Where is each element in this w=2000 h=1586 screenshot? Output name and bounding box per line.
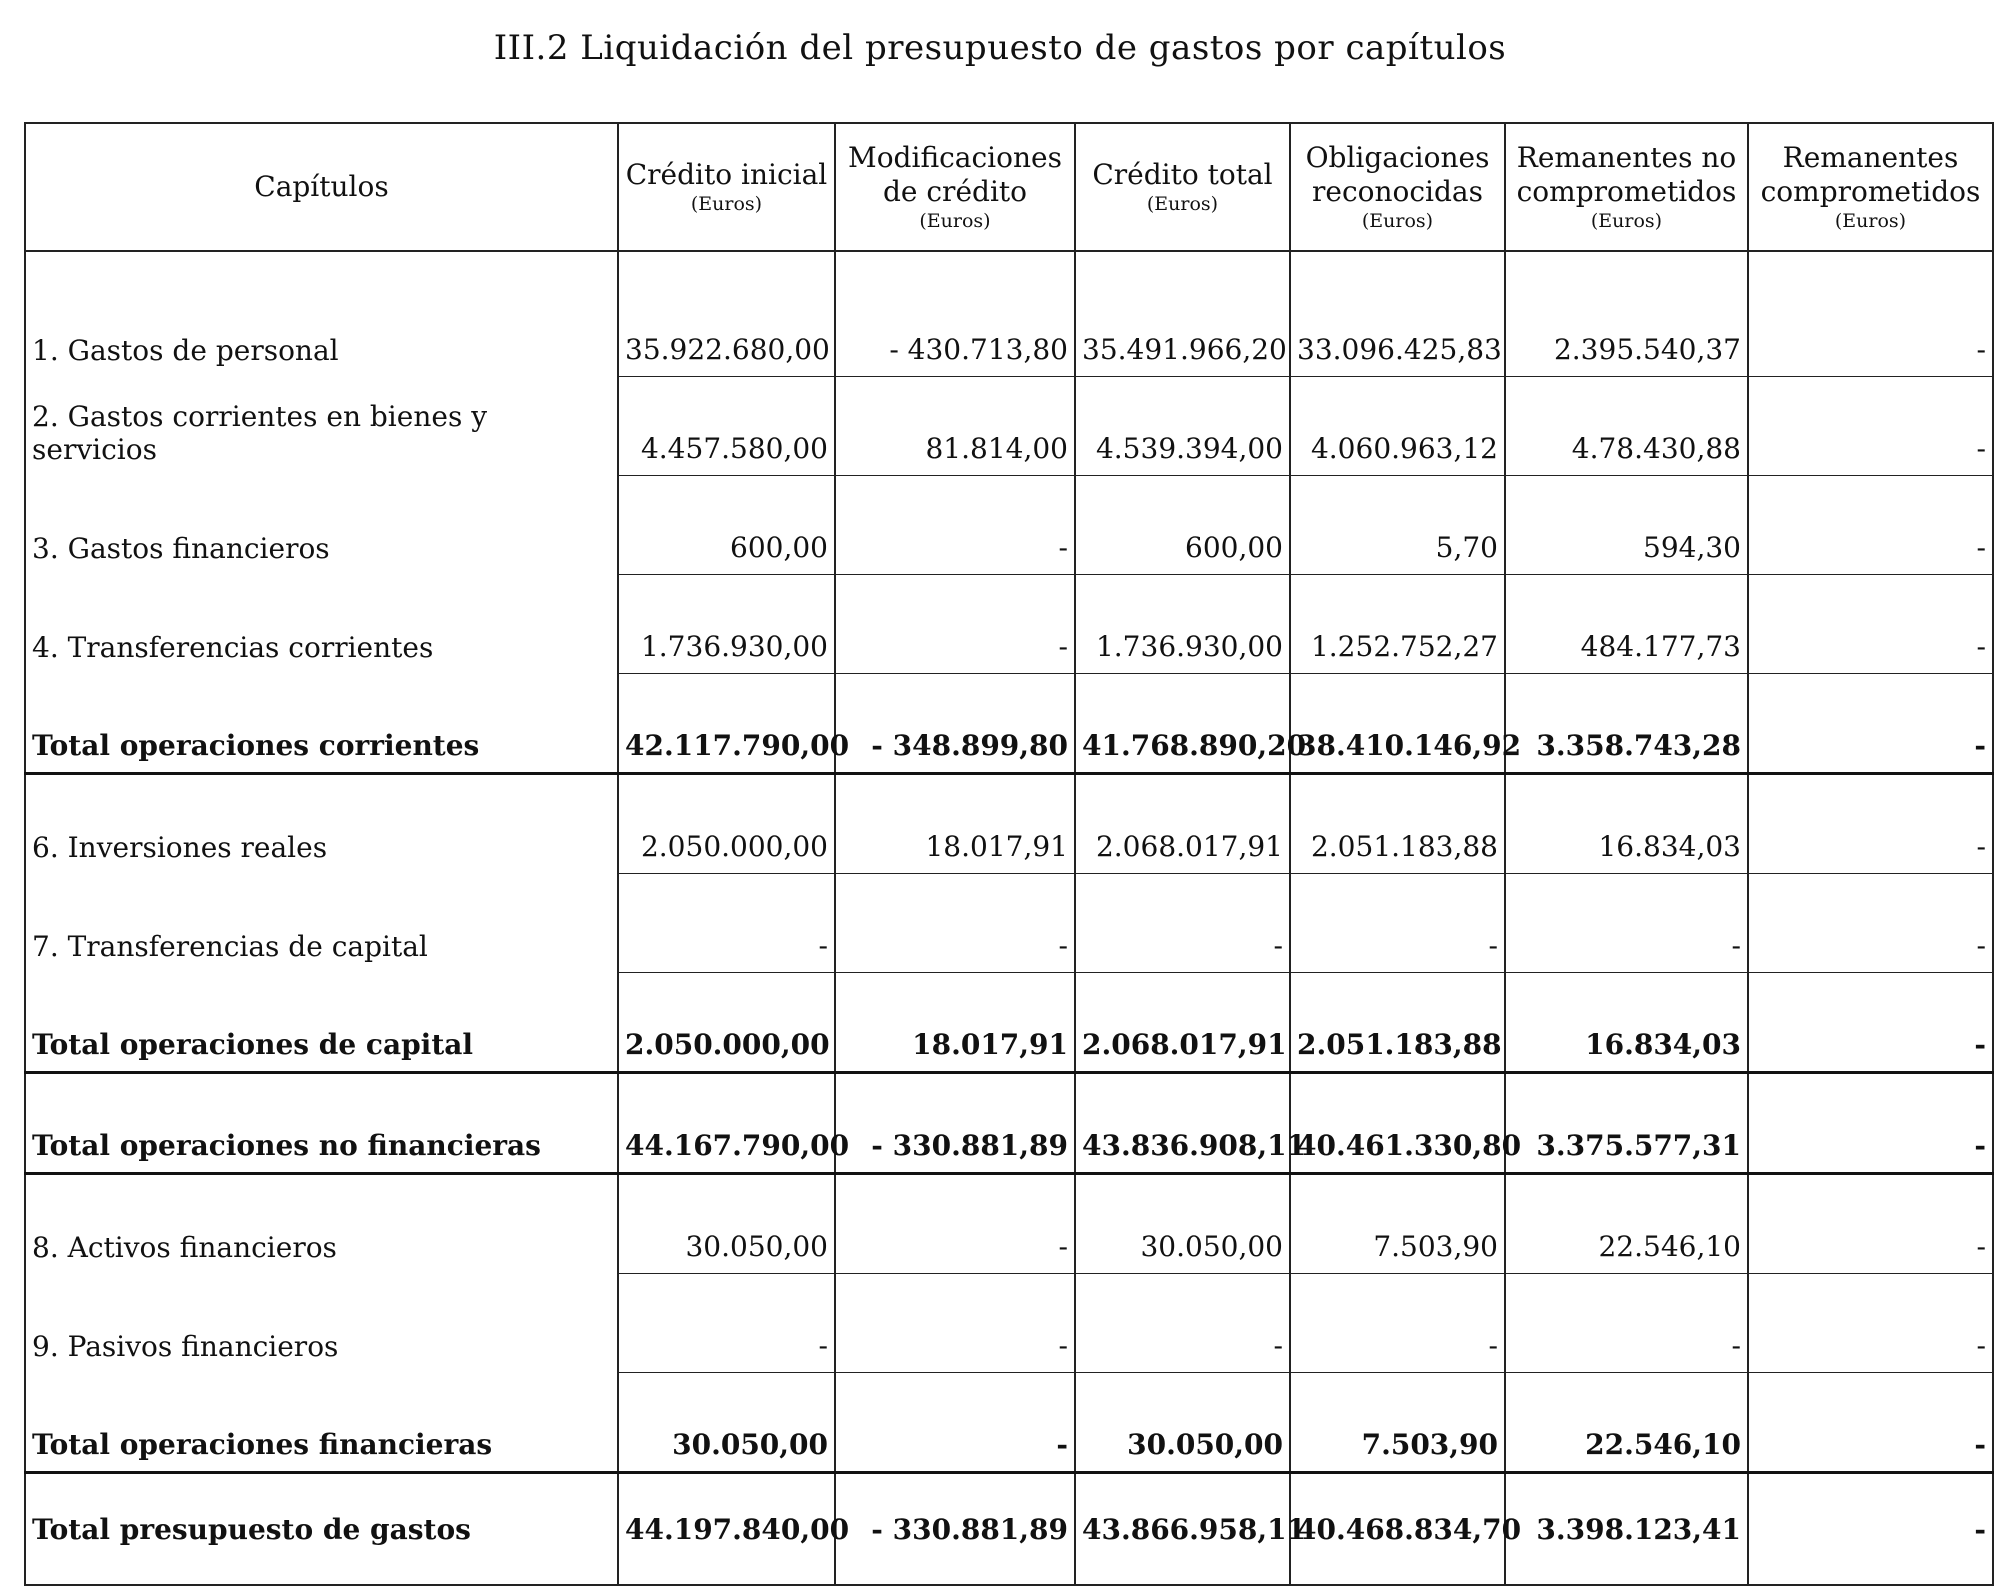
- table-row: [25, 476, 1993, 575]
- table-cell: 2.050.000,00: [618, 973, 835, 1073]
- table-cell: 484.177,73: [1505, 575, 1748, 674]
- table-cell: -: [1290, 874, 1505, 973]
- table-cell: -: [618, 874, 835, 973]
- table-cell: -: [1748, 973, 1993, 1073]
- table-header-row: [25, 123, 1993, 251]
- table-cell: 42.117.790,00: [618, 674, 835, 774]
- table-cell: 2.395.540,37: [1505, 251, 1748, 377]
- table-row: [25, 874, 1993, 973]
- total-row: [25, 1473, 1993, 1586]
- table-cell: -: [1748, 251, 1993, 377]
- row-label: 6. Inversiones reales: [25, 774, 618, 874]
- table-cell: 22.546,10: [1505, 1373, 1748, 1473]
- table-cell: -: [1075, 1274, 1290, 1373]
- table-cell: 40.468.834,70: [1290, 1473, 1505, 1586]
- table-cell: 43.836.908,11: [1075, 1073, 1290, 1174]
- column-header: Capítulos: [25, 123, 618, 251]
- table-cell: 35.922.680,00: [618, 251, 835, 377]
- table-cell: 1.736.930,00: [1075, 575, 1290, 674]
- table-cell: 2.051.183,88: [1290, 774, 1505, 874]
- table-cell: 30.050,00: [1075, 1373, 1290, 1473]
- row-label: 7. Transferencias de capital: [25, 874, 618, 973]
- table-cell: 5,70: [1290, 476, 1505, 575]
- table-cell: -: [1290, 1274, 1505, 1373]
- table-cell: 30.050,00: [618, 1174, 835, 1274]
- table-cell: -: [835, 874, 1075, 973]
- table-cell: 594,30: [1505, 476, 1748, 575]
- table-cell: 16.834,03: [1505, 973, 1748, 1073]
- table-cell: - 348.899,80: [835, 674, 1075, 774]
- table-cell: -: [835, 1174, 1075, 1274]
- column-header: Remanentes comprometidos (Euros): [1748, 123, 1993, 251]
- table-row: [25, 251, 1993, 377]
- table-cell: -: [1748, 1373, 1993, 1473]
- table-cell: -: [835, 476, 1075, 575]
- table-cell: 33.096.425,83: [1290, 251, 1505, 377]
- column-header: Crédito inicial (Euros): [618, 123, 835, 251]
- table-row: [25, 1174, 1993, 1274]
- page-title: III.2 Liquidación del presupuesto de gastos por capítulos: [493, 28, 1507, 68]
- table-cell: 38.410.146,92: [1290, 674, 1505, 774]
- table-cell: 7.503,90: [1290, 1174, 1505, 1274]
- table-cell: 30.050,00: [1075, 1174, 1290, 1274]
- row-label: 2. Gastos corrientes en bienes y servicios: [25, 377, 618, 476]
- table-cell: -: [1748, 774, 1993, 874]
- table-cell: 4.78.430,88: [1505, 377, 1748, 476]
- table-cell: 2.068.017,91: [1075, 774, 1290, 874]
- table-cell: -: [1505, 1274, 1748, 1373]
- table-cell: 1.736.930,00: [618, 575, 835, 674]
- table-cell: 35.491.966,20: [1075, 251, 1290, 377]
- table-cell: 1.252.752,27: [1290, 575, 1505, 674]
- column-header: Modificaciones de crédito (Euros): [835, 123, 1075, 251]
- table-cell: 41.768.890,20: [1075, 674, 1290, 774]
- table-cell: -: [1748, 674, 1993, 774]
- table-cell: 3.358.743,28: [1505, 674, 1748, 774]
- table-cell: 44.197.840,00: [618, 1473, 835, 1586]
- table-cell: -: [835, 575, 1075, 674]
- table-cell: 30.050,00: [618, 1373, 835, 1473]
- table-cell: 600,00: [1075, 476, 1290, 575]
- total-row: [25, 973, 1993, 1073]
- row-label: 3. Gastos financieros: [25, 476, 618, 575]
- table-cell: 4.060.963,12: [1290, 377, 1505, 476]
- row-label: Total operaciones no financieras: [25, 1073, 618, 1174]
- table-cell: -: [1748, 1274, 1993, 1373]
- table-cell: 18.017,91: [835, 774, 1075, 874]
- row-label: 9. Pasivos financieros: [25, 1274, 618, 1373]
- table-row: [25, 774, 1993, 874]
- table-cell: 2.068.017,91: [1075, 973, 1290, 1073]
- total-row: [25, 674, 1993, 774]
- table-cell: 7.503,90: [1290, 1373, 1505, 1473]
- column-header: Crédito total (Euros): [1075, 123, 1290, 251]
- table-cell: -: [1748, 1073, 1993, 1174]
- row-label: Total operaciones de capital: [25, 973, 618, 1073]
- budget-table: [24, 122, 1994, 1586]
- table-cell: -: [1748, 377, 1993, 476]
- table-cell: -: [1075, 874, 1290, 973]
- table-cell: 18.017,91: [835, 973, 1075, 1073]
- table-cell: -: [835, 1373, 1075, 1473]
- table-cell: -: [1748, 476, 1993, 575]
- table-cell: 2.050.000,00: [618, 774, 835, 874]
- table-cell: -: [1505, 874, 1748, 973]
- row-label: 8. Activos financieros: [25, 1174, 618, 1274]
- row-label: Total presupuesto de gastos: [25, 1473, 618, 1586]
- table-row: [25, 575, 1993, 674]
- table-cell: 22.546,10: [1505, 1174, 1748, 1274]
- table-cell: 2.051.183,88: [1290, 973, 1505, 1073]
- table-cell: -: [618, 1274, 835, 1373]
- table-cell: 4.539.394,00: [1075, 377, 1290, 476]
- row-label: 4. Transferencias corrientes: [25, 575, 618, 674]
- table-cell: 81.814,00: [835, 377, 1075, 476]
- row-label: 1. Gastos de personal: [25, 251, 618, 377]
- table-cell: -: [835, 1274, 1075, 1373]
- table-cell: -: [1748, 874, 1993, 973]
- table-cell: -: [1748, 575, 1993, 674]
- table-cell: -: [1748, 1473, 1993, 1586]
- table-row: [25, 377, 1993, 476]
- table-cell: 16.834,03: [1505, 774, 1748, 874]
- table-row: [25, 1274, 1993, 1373]
- total-row: [25, 1373, 1993, 1473]
- column-header: Obligaciones reconocidas (Euros): [1290, 123, 1505, 251]
- table-cell: 43.866.958,11: [1075, 1473, 1290, 1586]
- table-body: [25, 251, 1993, 1585]
- row-label: Total operaciones financieras: [25, 1373, 618, 1473]
- table-cell: - 330.881,89: [835, 1073, 1075, 1174]
- table-cell: -: [1748, 1174, 1993, 1274]
- table-cell: 600,00: [618, 476, 835, 575]
- table-cell: 3.398.123,41: [1505, 1473, 1748, 1586]
- table-cell: - 330.881,89: [835, 1473, 1075, 1586]
- column-header: Remanentes no comprometidos (Euros): [1505, 123, 1748, 251]
- table-cell: 40.461.330,80: [1290, 1073, 1505, 1174]
- total-row: [25, 1073, 1993, 1174]
- table-cell: 4.457.580,00: [618, 377, 835, 476]
- table-cell: 44.167.790,00: [618, 1073, 835, 1174]
- table-cell: - 430.713,80: [835, 251, 1075, 377]
- row-label: Total operaciones corrientes: [25, 674, 618, 774]
- table-cell: 3.375.577,31: [1505, 1073, 1748, 1174]
